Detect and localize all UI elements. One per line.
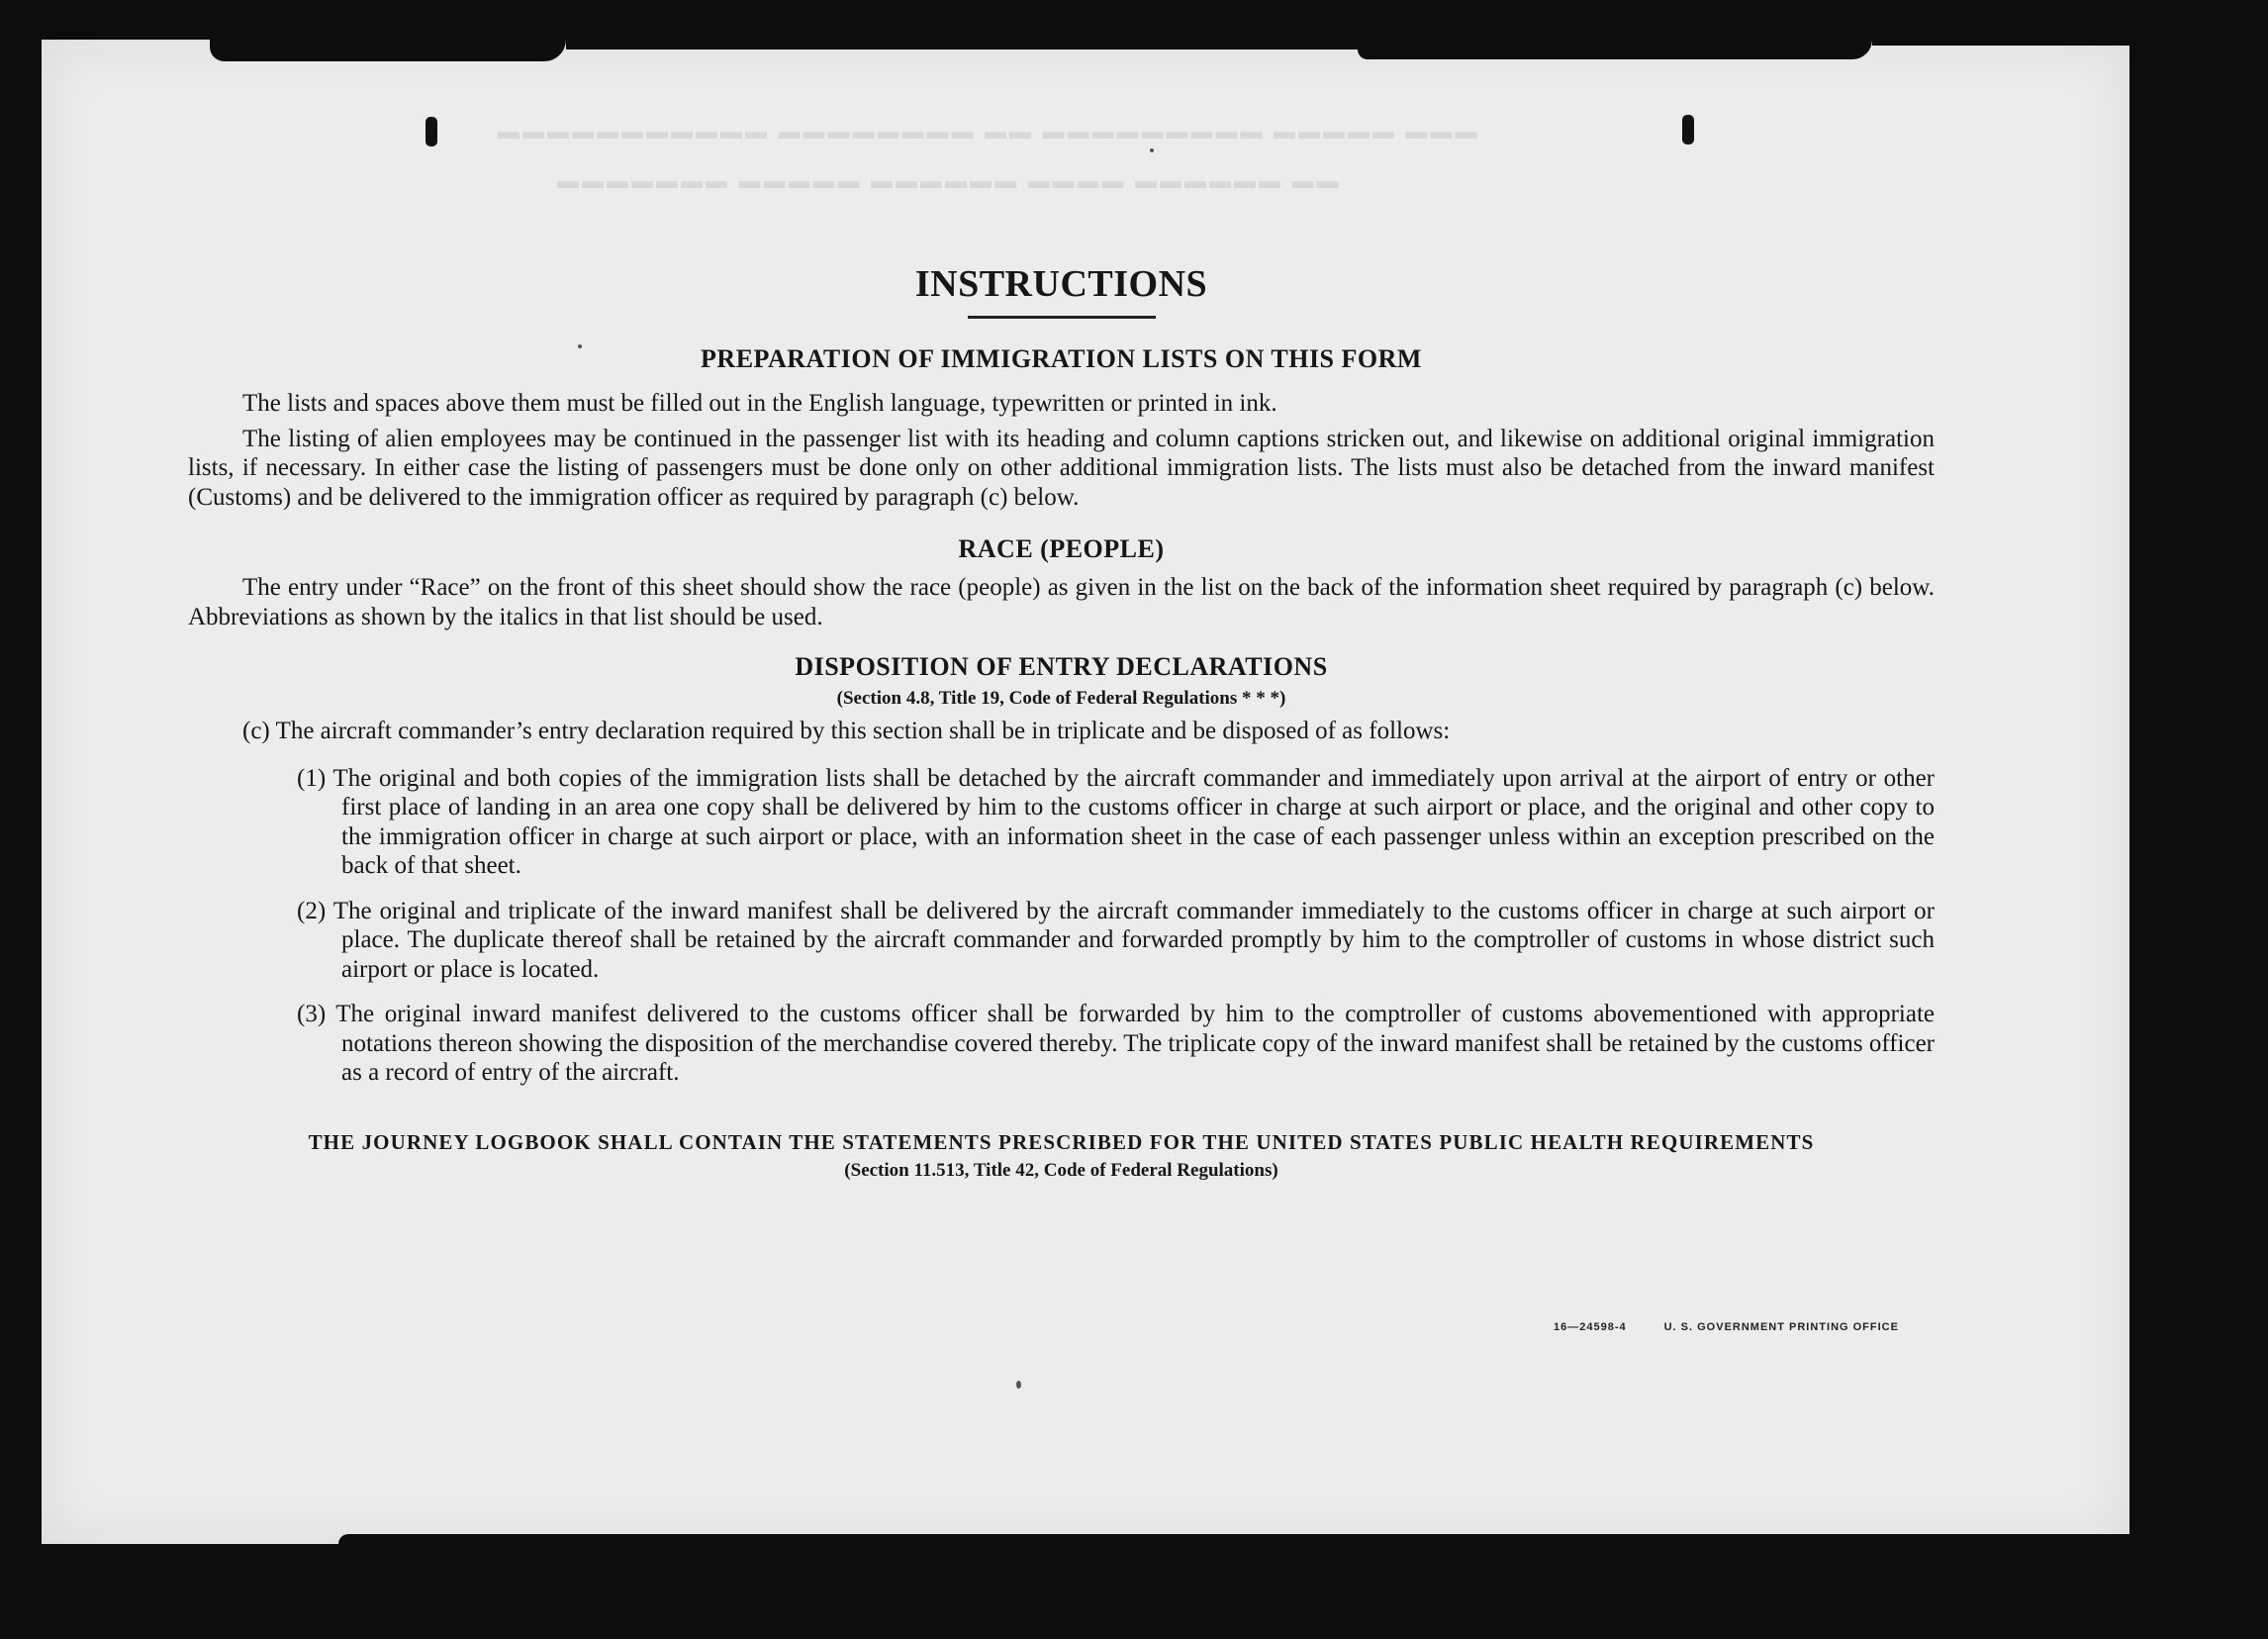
paragraph: The lists and spaces above them must be filled out in the English language, typewritten or printed in ink. <box>242 390 1277 417</box>
paragraph: The listing of alien employees may be continued in the passenger list with its heading and column captions stricken out, and likewise on additional original immigration lists, if necessary. In either case the listing of passengers must be done only on other additional immigration lists. The lists must also be detached from the inward manifest (Customs) and be delivered to the immigration officer as required by paragraph (c) below. <box>188 425 1935 511</box>
list-item: (2) The original and triplicate of the inward manifest shall be delivered by the aircraft commander immediately to the customs officer in charge at such airport or place. The duplicate thereof shall be retained by the aircraft commander and forwarded promptly by him to the comptroller of customs in whose district such airport or place is located. <box>297 897 1935 983</box>
instructions-body <box>188 223 1935 1185</box>
punch-hole <box>425 117 437 146</box>
section-heading-disposition: DISPOSITION OF ENTRY DECLARATIONS <box>795 652 1328 681</box>
paragraph-c: (c) The aircraft commander’s entry declaration required by this section shall be in triplicate and be disposed of as follows: <box>242 718 1451 744</box>
section-heading-preparation: PREPARATION OF IMMIGRATION LISTS ON THIS FORM <box>701 344 1422 373</box>
title-underline <box>968 316 1156 319</box>
page-title: INSTRUCTIONS <box>914 263 1208 305</box>
show-through-text: ▬▬▬ ▬▬▬▬▬ ▬▬▬▬▬▬▬▬▬ ▬▬ ▬▬▬▬▬▬▬▬ ▬▬▬▬▬▬▬▬▬▬▬ <box>495 119 1477 144</box>
health-requirements-citation: (Section 11.513, Title 42, Code of Federal Regulations) <box>844 1159 1278 1181</box>
form-number: 16—24598-4 <box>1554 1321 1627 1333</box>
show-through-text: ▬▬ ▬▬▬▬▬▬ ▬▬▬▬ ▬▬▬▬▬▬ ▬▬▬▬▬ ▬▬▬▬▬▬▬ <box>554 168 1339 193</box>
torn-edge <box>338 1534 2129 1544</box>
section-heading-race: RACE (PEOPLE) <box>958 534 1165 563</box>
paragraph: The entry under “Race” on the front of this sheet should show the race (people) as given in the list on the back of the information sheet required by paragraph (c) below. Abbreviations as shown by the italics in that list should be used. <box>188 574 1935 630</box>
torn-edge <box>1358 40 1872 59</box>
section-citation: (Section 4.8, Title 19, Code of Federal Regulations * * *) <box>836 688 1286 709</box>
printing-office: U. S. GOVERNMENT PRINTING OFFICE <box>1663 1321 1899 1333</box>
speck <box>1150 148 1154 152</box>
numbered-list <box>188 764 1935 1088</box>
list-item: (3) The original inward manifest delivered to the customs officer shall be forwarded by him to the comptroller of customs abovementioned with appropriate notations thereon showing the disposition of the merchandise covered thereby. The triplicate copy of the inward manifest shall be retained by the customs officer as a record of entry of the aircraft. <box>297 1001 1935 1086</box>
torn-edge <box>1872 40 2129 46</box>
printer-imprint <box>1554 1321 1899 1333</box>
list-item: (1) The original and both copies of the immigration lists shall be detached by the aircraft commander and immediately upon arrival at the airport of entry or other first place of landing in an area one copy shall be delivered by him to the customs officer in charge at such airport or place, and the original and other copy to the immigration officer in charge at such airport or place, with an information sheet in the case of each passenger unless within an exception prescribed on the back of that sheet. <box>297 764 1935 879</box>
health-requirements-statement: THE JOURNEY LOGBOOK SHALL CONTAIN THE STATEMENTS PRESCRIBED FOR THE UNITED STATES PUBLIC HEALTH REQUIREMENTS <box>308 1129 1815 1154</box>
speck <box>1016 1381 1021 1389</box>
torn-edge <box>210 40 566 61</box>
torn-edge <box>566 40 1358 49</box>
punch-hole <box>1682 115 1694 145</box>
